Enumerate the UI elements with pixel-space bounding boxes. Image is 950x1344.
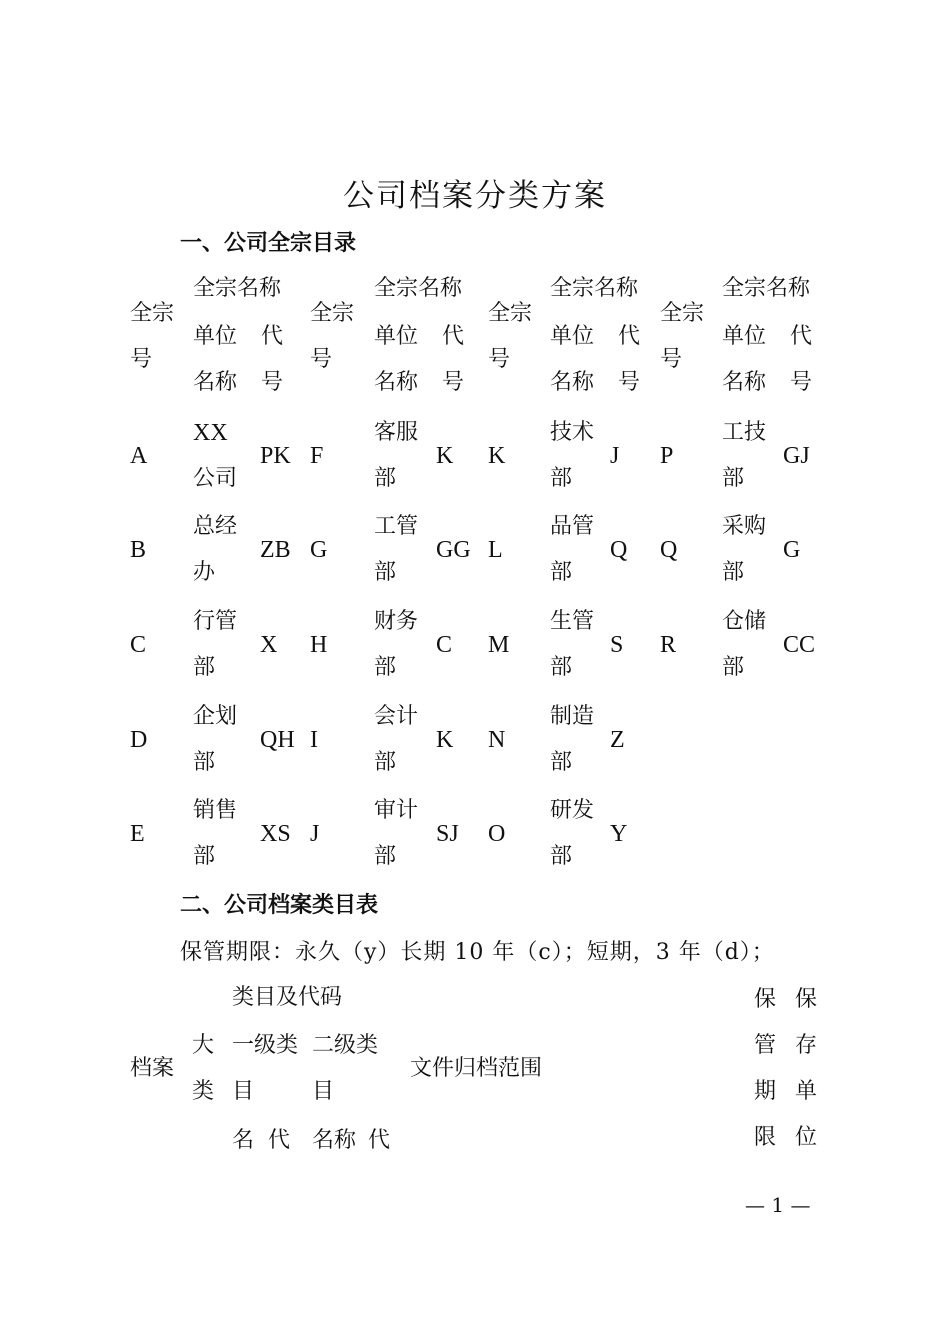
fonds-no: R	[660, 632, 677, 658]
unit-name: 品管 部	[550, 514, 595, 585]
unit-name: 研发 部	[550, 798, 595, 869]
unit-name: 仓储 部	[722, 609, 767, 680]
fonds-no: E	[130, 821, 145, 847]
header-fonds-name-2: 全宗名称	[550, 276, 639, 301]
header-level1: 一级类 目	[232, 1033, 299, 1104]
header-archive: 档案	[130, 1056, 175, 1081]
fonds-no: M	[488, 632, 510, 658]
header-code-2: 代 号	[618, 324, 641, 395]
header-name-code-1: 名 代	[232, 1128, 291, 1153]
section2-heading: 二、公司档案类目表	[180, 893, 379, 918]
header-unit-name-0: 单位 名称	[193, 324, 238, 395]
header-unit-name-1: 单位 名称	[374, 324, 419, 395]
fonds-no: B	[130, 537, 147, 563]
unit-name: 制造 部	[550, 704, 595, 775]
header-fonds-name-1: 全宗名称	[374, 276, 463, 301]
unit-code: Z	[610, 727, 625, 753]
unit-code: K	[436, 443, 454, 469]
fonds-no: J	[310, 821, 320, 847]
header-code-0: 代 号	[261, 324, 284, 395]
unit-code: K	[436, 727, 454, 753]
header-category: 大 类	[192, 1033, 215, 1104]
unit-code: GJ	[783, 443, 810, 469]
unit-code: QH	[260, 727, 295, 753]
unit-code: Y	[610, 821, 628, 847]
unit-name: 工技 部	[722, 420, 767, 491]
header-fonds-name-3: 全宗名称	[722, 276, 811, 301]
unit-code: C	[436, 632, 453, 658]
unit-name: 客服 部	[374, 420, 419, 491]
header-name-code-2: 名称 代	[312, 1128, 391, 1153]
unit-name: XX 公司	[193, 420, 238, 491]
unit-code: CC	[783, 632, 816, 658]
retention-note: 保管期限：永久（y）长期 10 年（c）；短期，3 年（d）；	[180, 940, 775, 965]
fonds-no: N	[488, 727, 506, 753]
fonds-no: D	[130, 727, 148, 753]
unit-code: G	[783, 537, 801, 563]
header-fonds-name-0: 全宗名称	[193, 276, 282, 301]
header-unit-name-2: 单位 名称	[550, 324, 595, 395]
unit-name: 采购 部	[722, 514, 767, 585]
section1-heading: 一、公司全宗目录	[180, 231, 357, 256]
unit-name: 会计 部	[374, 704, 419, 775]
fonds-no: C	[130, 632, 147, 658]
unit-code: S	[610, 632, 624, 658]
unit-code: Q	[610, 537, 628, 563]
unit-name: 财务 部	[374, 609, 419, 680]
fonds-no: H	[310, 632, 328, 658]
header-code-1: 代 号	[442, 324, 465, 395]
unit-code: XS	[260, 821, 291, 847]
unit-code: J	[610, 443, 620, 469]
unit-name: 工管 部	[374, 514, 419, 585]
fonds-no: Q	[660, 537, 678, 563]
unit-name: 审计 部	[374, 798, 419, 869]
unit-name: 生管 部	[550, 609, 595, 680]
header-fonds-no-2: 全宗 号	[488, 301, 533, 372]
header-category-code: 类目及代码	[232, 985, 343, 1010]
header-code-3: 代 号	[790, 324, 813, 395]
fonds-no: K	[488, 443, 506, 469]
unit-name: 总经 办	[193, 514, 238, 585]
fonds-no: O	[488, 821, 506, 847]
unit-name: 销售 部	[193, 798, 238, 869]
header-fonds-no-3: 全宗 号	[660, 301, 705, 372]
header-fonds-no-1: 全宗 号	[310, 301, 355, 372]
fonds-no: F	[310, 443, 324, 469]
fonds-no: A	[130, 443, 148, 469]
unit-name: 企划 部	[193, 704, 238, 775]
header-fonds-no-0: 全宗 号	[130, 301, 175, 372]
page-title: 公司档案分类方案	[343, 178, 607, 214]
header-scope: 文件归档范围	[410, 1056, 543, 1081]
header-level2: 二级类 目	[312, 1033, 379, 1104]
fonds-no: G	[310, 537, 328, 563]
page-number: — 1 —	[745, 1193, 811, 1217]
unit-code: PK	[260, 443, 291, 469]
unit-code: X	[260, 632, 278, 658]
fonds-no: P	[660, 443, 674, 469]
unit-name: 行管 部	[193, 609, 238, 680]
fonds-no: L	[488, 537, 503, 563]
header-period: 保 管 期 限	[754, 987, 777, 1150]
fonds-no: I	[310, 727, 318, 753]
header-unit: 保 存 单 位	[795, 987, 818, 1150]
unit-code: SJ	[436, 821, 459, 847]
unit-code: GG	[436, 537, 471, 563]
header-unit-name-3: 单位 名称	[722, 324, 767, 395]
unit-name: 技术 部	[550, 420, 595, 491]
unit-code: ZB	[260, 537, 291, 563]
